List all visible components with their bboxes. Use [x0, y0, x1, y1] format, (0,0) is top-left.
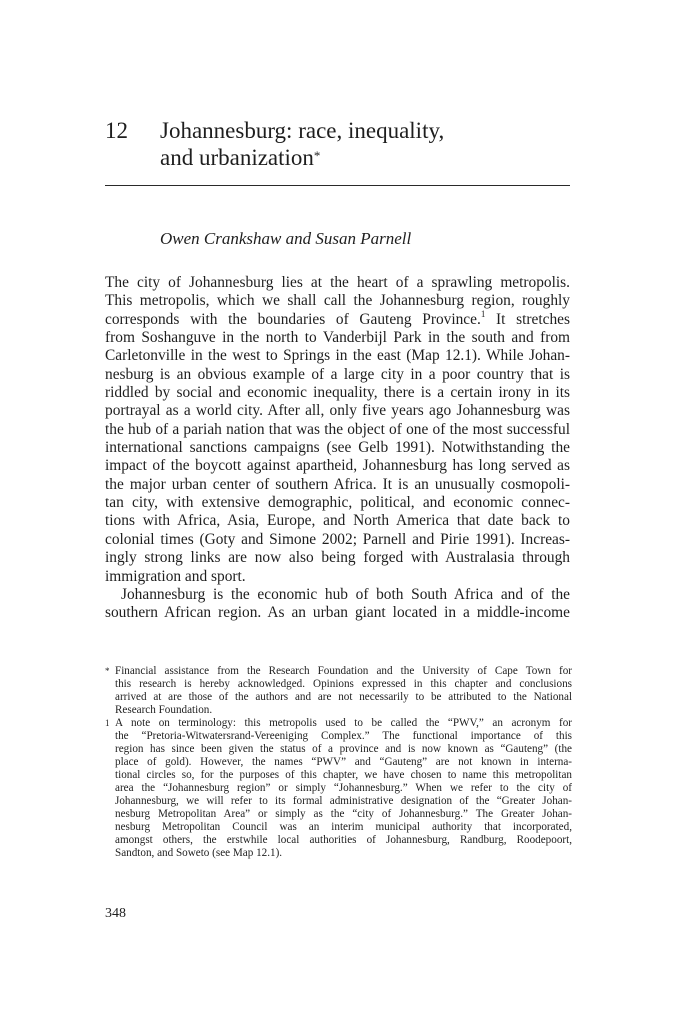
body-paragraphs — [105, 274, 570, 623]
footnote-line: this research is hereby acknowledged. Opinions expressed in this chapter and conclusions — [115, 678, 572, 690]
chapter-authors: Owen Crankshaw and Susan Parnell — [160, 229, 412, 248]
footnote-line: region has since been given the status of a province and is now known as “Gauteng” (the — [115, 743, 572, 755]
footnote-line: area the “Johannesburg region” or simply “Johannesburg.” When we refer to the city of — [115, 782, 572, 794]
footnote-line: nesburg Metropolitan Area” or simply as the “city of Johannesburg.” The Greater Johan- — [115, 808, 572, 820]
chapter-title-line-text: and urbanization — [160, 145, 314, 170]
body-line: Johannesburg is the economic hub of both South Africa and of the — [121, 585, 570, 603]
body-line: tan city, with extensive demographic, political, and economic connec- — [105, 494, 570, 512]
chapter-title — [160, 117, 560, 171]
footnote-marker: 1 — [105, 718, 110, 728]
footnote-line: place of gold). However, the names “PWV” and “Gauteng” are not known in interna- — [115, 756, 572, 768]
body-line: the hub of a pariah nation that was the object of one of the most successful — [105, 420, 570, 438]
body-line-text: It stretches — [485, 310, 570, 328]
body-line: southern African region. As an urban giant located in a middle-income — [105, 604, 570, 622]
body-line: international sanctions campaigns (see Gelb 1991). Notwithstanding the — [105, 439, 570, 457]
footnote-line: the “Pretoria-Witwatersrand-Vereeniging Complex.” The functional importance of this — [115, 730, 572, 742]
body-line: Carletonville in the west to Springs in the east (Map 12.1). While Johan- — [105, 347, 570, 365]
body-line: from Soshanguve in the north to Vanderbijl Park in the south and from — [105, 329, 570, 347]
body-line — [105, 308, 570, 329]
page-number: 348 — [105, 906, 126, 921]
footnote-line: Johannesburg, we will refer to its formal administrative designation of the “Greater Johan- — [115, 795, 572, 807]
footnote-line — [105, 717, 572, 730]
body-line: colonial times (Goty and Simone 2002; Parnell and Pirie 1991). Increas- — [105, 530, 570, 548]
chapter-number: 12 — [105, 118, 128, 143]
body-line: immigration and sport. — [105, 567, 246, 585]
body-line: tions with Africa, Asia, Europe, and North America that date back to — [105, 512, 570, 530]
title-footnote-marker: * — [313, 148, 321, 163]
body-line: This metropolis, which we shall call the Johannesburg region, roughly — [105, 292, 570, 310]
chapter-title-line — [160, 144, 560, 171]
heading-rule — [105, 185, 570, 186]
footnotes — [105, 665, 572, 860]
footnote-line — [105, 665, 572, 678]
footnote-reference: 1 — [480, 308, 486, 319]
footnote-line: amongst others, the erstwhile local authorities of Johannesburg, Randburg, Roodepoort, — [115, 834, 572, 846]
body-line: The city of Johannesburg lies at the heart of a sprawling metropolis. — [105, 274, 570, 291]
footnote-marker: * — [105, 666, 110, 676]
footnote-line: nesburg Metropolitan Council was an interim municipal authority that incorporated, — [115, 821, 572, 833]
body-line-text: corresponds with the boundaries of Gauteng Province. — [105, 310, 481, 328]
footnote-line: Research Foundation. — [115, 704, 213, 716]
body-line: portrayal as a world city. After all, only five years ago Johannesburg was — [105, 402, 570, 420]
body-line: riddled by social and economic inequality, there is a certain irony in its — [105, 384, 570, 402]
body-line: ingly strong links are now also being forged with Australasia through — [105, 549, 570, 567]
footnote-line-text: Financial assistance from the Research Foundation and the University of Cape Town for — [115, 665, 572, 677]
footnote-line: arrived at are those of the authors and are not necessarily to be attributed to the National — [115, 691, 572, 703]
body-line: nesburg is an obvious example of a large city in a poor country that is — [105, 365, 570, 383]
footnote-line: Sandton, and Soweto (see Map 12.1). — [115, 847, 283, 859]
footnote-line: tional circles so, for the purposes of this chapter, we have chosen to name this metropolitan — [115, 769, 572, 781]
body-line: impact of the boycott against apartheid, Johannesburg has long served as — [105, 457, 570, 475]
footnote-line-text: A note on terminology: this metropolis used to be called the “PWV,” an acronym for — [115, 717, 572, 729]
chapter-title-line: Johannesburg: race, inequality, — [160, 118, 445, 143]
body-line: the major urban center of southern Africa. It is an unusually cosmopoli- — [105, 475, 570, 493]
